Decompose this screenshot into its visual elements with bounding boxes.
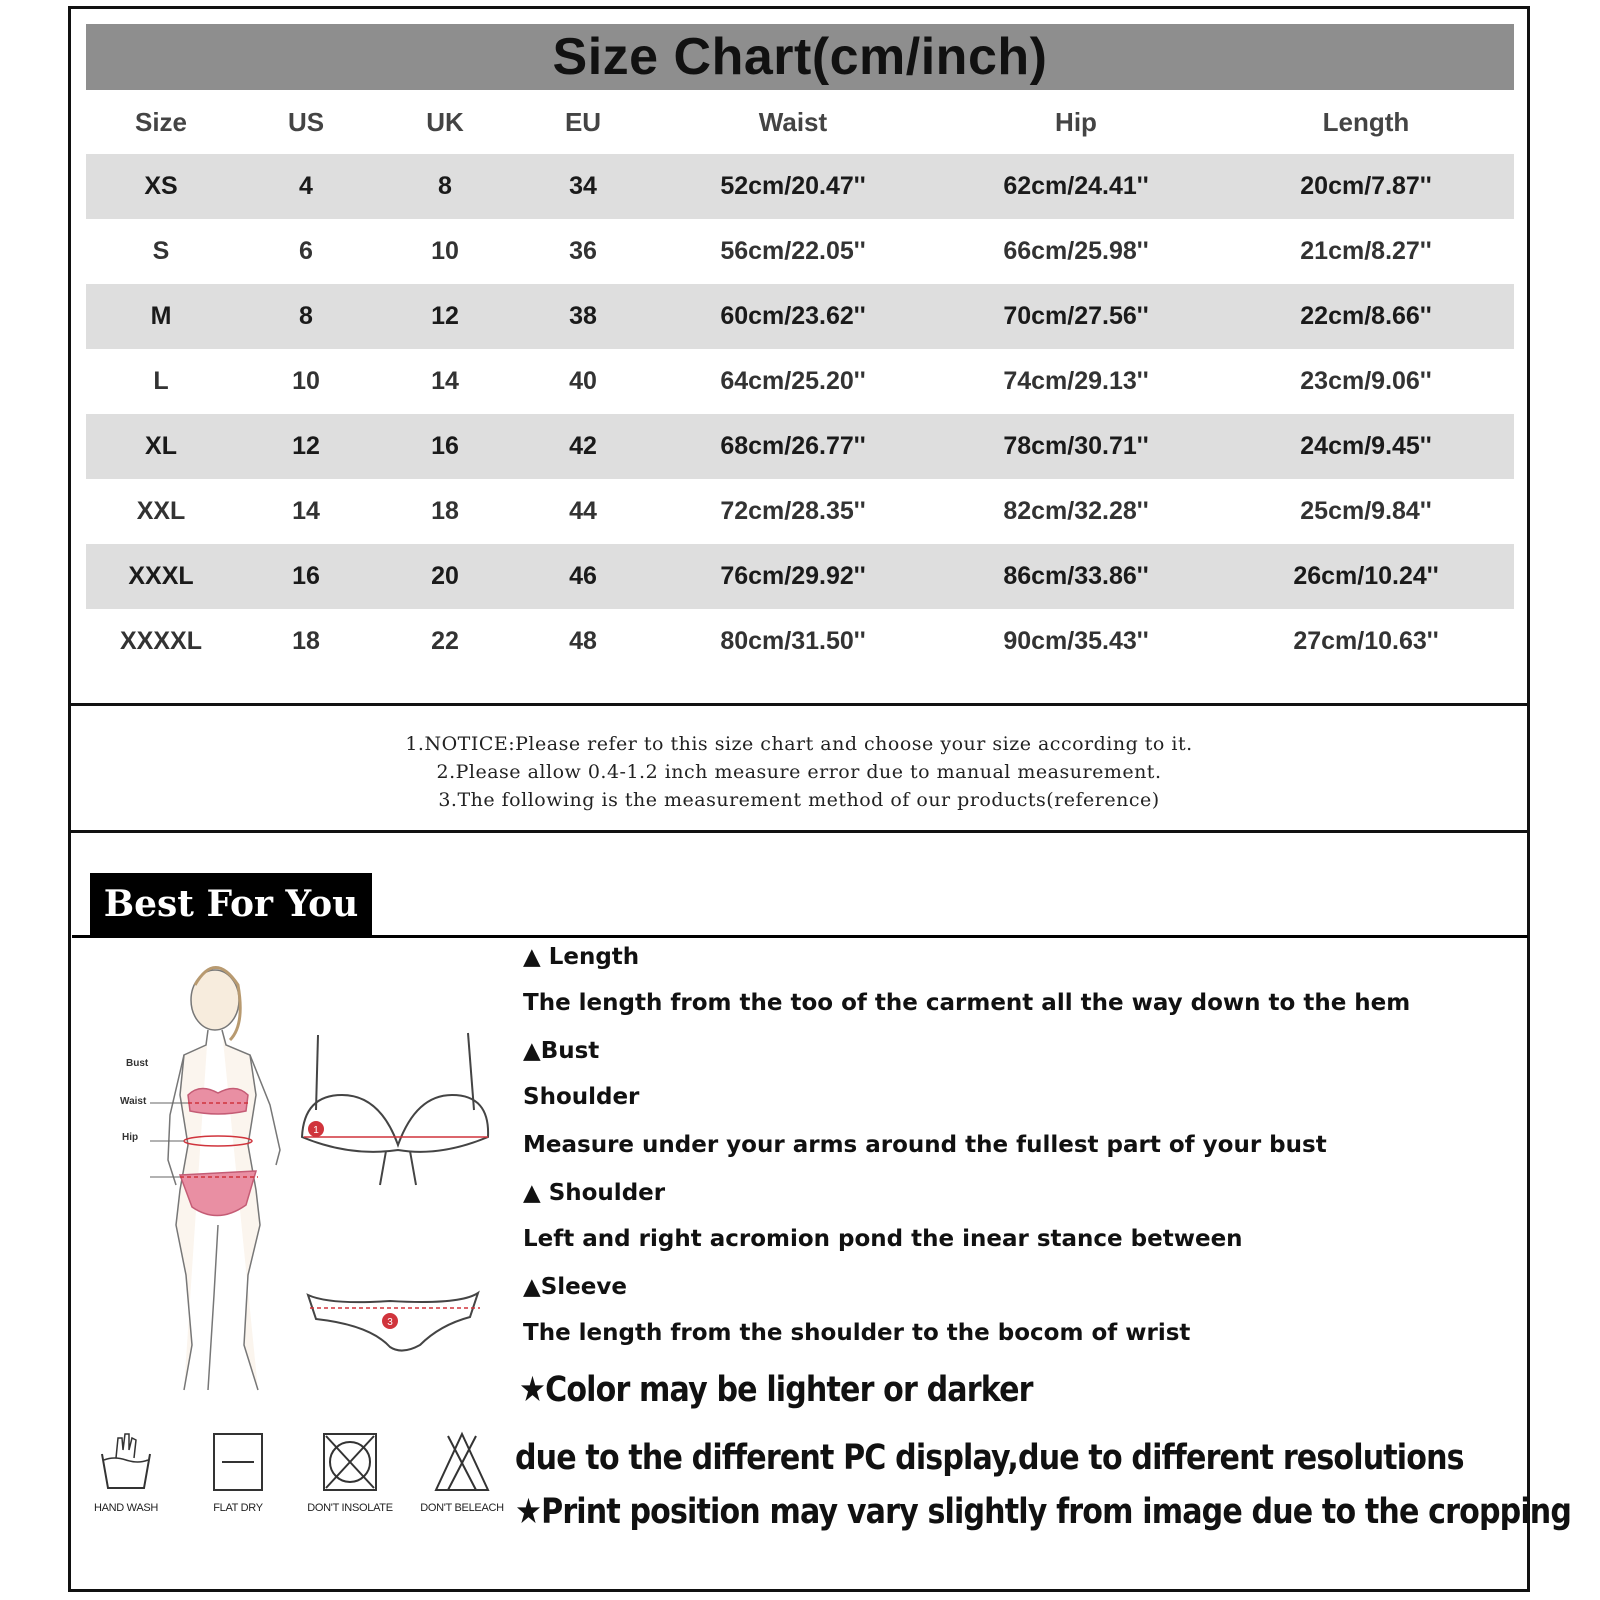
col-header-hip: Hip xyxy=(1055,106,1097,137)
table-cell: 64cm/25.20'' xyxy=(652,349,934,414)
table-cell: L xyxy=(86,349,236,414)
table-cell: 10 xyxy=(376,219,514,284)
table-cell: 38 xyxy=(514,284,652,349)
table-cell: 8 xyxy=(376,154,514,219)
notice-line-1: 1.NOTICE:Please refer to this size chart and choose your size according to it. xyxy=(405,733,1193,755)
table-cell: XXXXL xyxy=(86,609,236,674)
table-cell: 25cm/9.84'' xyxy=(1218,479,1514,544)
table-cell: M xyxy=(86,284,236,349)
table-cell: XS xyxy=(86,154,236,219)
size-table xyxy=(86,90,1514,674)
shoulder-heading: ▲ Shoulder xyxy=(523,1180,666,1206)
table-cell: 12 xyxy=(236,414,376,479)
table-cell: 14 xyxy=(236,479,376,544)
table-cell: 18 xyxy=(236,609,376,674)
table-row xyxy=(86,414,1514,479)
table-cell: 16 xyxy=(236,544,376,609)
flat-dry-icon xyxy=(206,1430,270,1494)
table-cell: 8 xyxy=(236,284,376,349)
do-not-tumble-dry-icon xyxy=(318,1430,382,1494)
table-cell: 42 xyxy=(514,414,652,479)
table-cell: 46 xyxy=(514,544,652,609)
notice-line-2: 2.Please allow 0.4-1.2 inch measure error due to manual measurement. xyxy=(436,761,1162,783)
figure-label-hip: Hip xyxy=(122,1132,139,1143)
sleeve-description: The length from the shoulder to the bocom of wrist xyxy=(523,1320,1191,1346)
table-cell: 76cm/29.92'' xyxy=(652,544,934,609)
table-cell: 22cm/8.66'' xyxy=(1218,284,1514,349)
table-cell: 6 xyxy=(236,219,376,284)
table-cell: 60cm/23.62'' xyxy=(652,284,934,349)
table-row xyxy=(86,219,1514,284)
table-row xyxy=(86,284,1514,349)
sleeve-heading: ▲Sleeve xyxy=(523,1274,627,1300)
table-cell: 86cm/33.86'' xyxy=(934,544,1218,609)
table-cell: 12 xyxy=(376,284,514,349)
table-cell: XL xyxy=(86,414,236,479)
table-cell: 26cm/10.24'' xyxy=(1218,544,1514,609)
table-cell: 72cm/28.35'' xyxy=(652,479,934,544)
print-note: ★Print position may vary slightly from image due to the cropping xyxy=(515,1492,1572,1532)
section-rule xyxy=(72,935,1528,938)
table-row xyxy=(86,479,1514,544)
table-cell: 34 xyxy=(514,154,652,219)
bust-subheading: Shoulder xyxy=(523,1084,640,1110)
col-header-uk: UK xyxy=(426,106,464,137)
length-description: The length from the too of the carment all the way down to the hem xyxy=(523,990,1411,1016)
figure-label-bust: Bust xyxy=(126,1058,149,1069)
table-cell: 40 xyxy=(514,349,652,414)
table-cell: 78cm/30.71'' xyxy=(934,414,1218,479)
table-row xyxy=(86,544,1514,609)
section-divider xyxy=(68,830,1530,833)
figure-label-waist: Waist xyxy=(120,1096,147,1107)
care-flat-dry xyxy=(188,1430,288,1514)
table-cell: 66cm/25.98'' xyxy=(934,219,1218,284)
page-title: Size Chart(cm/inch) xyxy=(552,28,1048,86)
care-dont-bleach xyxy=(412,1430,512,1514)
best-for-you-tag: Best For You xyxy=(90,873,372,935)
table-cell: 36 xyxy=(514,219,652,284)
svg-text:1: 1 xyxy=(313,1125,319,1136)
table-cell: 56cm/22.05'' xyxy=(652,219,934,284)
care-label: DON'T BELEACH xyxy=(420,1502,504,1514)
table-row xyxy=(86,154,1514,219)
table-cell: 18 xyxy=(376,479,514,544)
care-label: FLAT DRY xyxy=(213,1502,263,1514)
table-cell: 80cm/31.50'' xyxy=(652,609,934,674)
display-note: due to the different PC display,due to different resolutions xyxy=(515,1438,1464,1478)
table-cell: 68cm/26.77'' xyxy=(652,414,934,479)
table-cell: 22 xyxy=(376,609,514,674)
hand-wash-icon xyxy=(94,1430,158,1494)
col-header-us: US xyxy=(287,106,325,137)
care-dont-insolate xyxy=(300,1430,400,1514)
table-cell: 70cm/27.56'' xyxy=(934,284,1218,349)
length-heading: ▲ Length xyxy=(523,944,640,970)
table-cell: 62cm/24.41'' xyxy=(934,154,1218,219)
table-cell: 27cm/10.63'' xyxy=(1218,609,1514,674)
bust-heading: ▲Bust xyxy=(523,1038,600,1064)
table-cell: 21cm/8.27'' xyxy=(1218,219,1514,284)
table-cell: 14 xyxy=(376,349,514,414)
col-header-waist: Waist xyxy=(758,106,828,137)
table-cell: 52cm/20.47'' xyxy=(652,154,934,219)
col-header-size: Size xyxy=(134,106,188,137)
table-cell: XXXL xyxy=(86,544,236,609)
notice-block xyxy=(68,730,1530,814)
table-cell: 20 xyxy=(376,544,514,609)
col-header-eu: EU xyxy=(564,106,602,137)
color-note: ★Color may be lighter or darker xyxy=(519,1370,1033,1410)
care-label: HAND WASH xyxy=(93,1502,159,1514)
title-bar xyxy=(86,24,1514,90)
table-cell: 44 xyxy=(514,479,652,544)
table-cell: 24cm/9.45'' xyxy=(1218,414,1514,479)
table-row xyxy=(86,609,1514,674)
table-cell: 48 xyxy=(514,609,652,674)
table-cell: 16 xyxy=(376,414,514,479)
table-row xyxy=(86,349,1514,414)
col-header-length: Length xyxy=(1322,106,1410,137)
table-cell: 90cm/35.43'' xyxy=(934,609,1218,674)
section-divider xyxy=(68,703,1530,706)
table-cell: 4 xyxy=(236,154,376,219)
model-figure xyxy=(80,945,520,1425)
notice-line-3: 3.The following is the measurement method of our products(reference) xyxy=(438,789,1160,811)
table-cell: 10 xyxy=(236,349,376,414)
table-cell: 23cm/9.06'' xyxy=(1218,349,1514,414)
table-cell: S xyxy=(86,219,236,284)
care-label: DON'T INSOLATE xyxy=(307,1502,393,1514)
bust-description: Measure under your arms around the fullest part of your bust xyxy=(523,1132,1327,1158)
shoulder-description: Left and right acromion pond the inear stance between xyxy=(523,1226,1243,1252)
table-cell: 82cm/32.28'' xyxy=(934,479,1218,544)
table-cell: 20cm/7.87'' xyxy=(1218,154,1514,219)
care-hand-wash xyxy=(76,1430,176,1514)
table-cell: 74cm/29.13'' xyxy=(934,349,1218,414)
table-header-row xyxy=(86,90,1514,154)
svg-text:3: 3 xyxy=(387,1317,393,1328)
table-cell: XXL xyxy=(86,479,236,544)
do-not-bleach-icon xyxy=(430,1430,494,1494)
